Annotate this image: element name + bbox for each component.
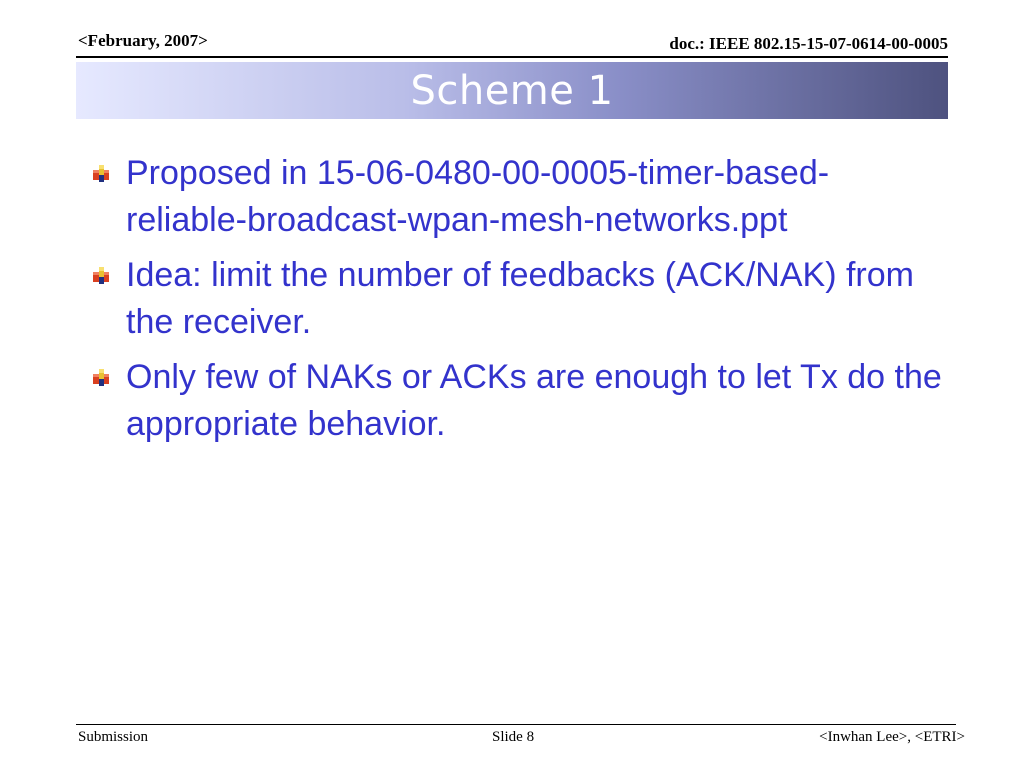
bullet-text: Proposed in 15-06-0480-00-0005-timer-based-reliable-broadcast-wpan-mesh-networks.ppt [126,154,830,239]
footer-submission: Submission [78,729,149,745]
bullet-icon [90,266,112,286]
bullet-item [84,150,944,244]
footer-slide-number: Slide 8 [492,729,535,745]
header-date: <February, 2007> [78,31,208,50]
bullet-icon [90,164,112,184]
bullet-item [84,354,944,448]
bullet-icon [90,368,112,388]
bullet-list [84,150,944,456]
footer-author: <Inwhan Lee>, <ETRI> [819,729,965,745]
header-doc-id: doc.: IEEE 802.15-15-07-0614-00-0005 [669,34,948,53]
title-bar [76,62,948,119]
bullet-item [84,252,944,346]
bullet-text: Only few of NAKs or ACKs are enough to let Tx do the appropriate behavior. [126,358,942,443]
footer-divider [76,724,956,725]
bullet-text: Idea: limit the number of feedbacks (ACK/NAK) from the receiver. [126,256,914,341]
header-divider [76,56,948,58]
slide-title: Scheme 1 [410,67,614,114]
